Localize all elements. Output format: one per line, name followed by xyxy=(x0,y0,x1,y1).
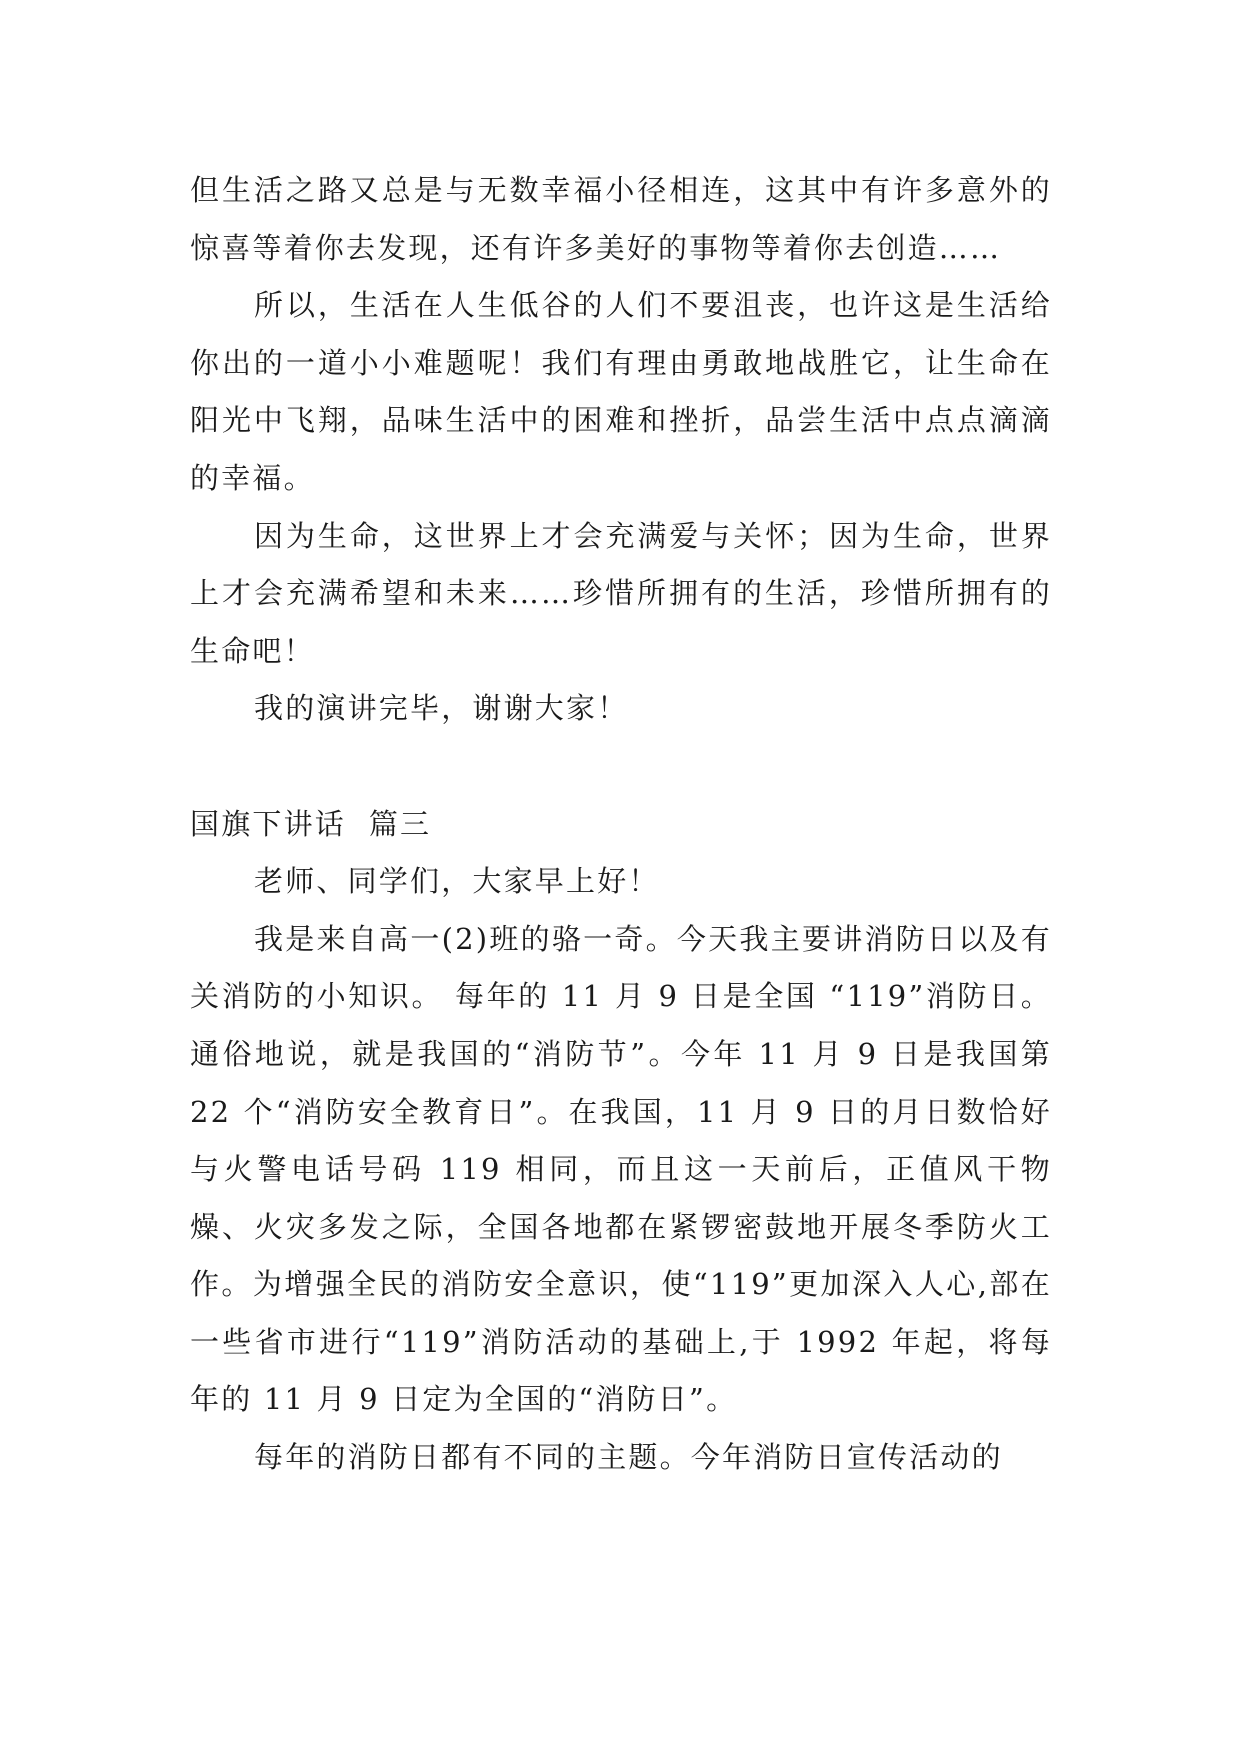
greeting-line: 老师、同学们，大家早上好！ xyxy=(254,864,660,899)
paragraph: 所以，生活在人生低谷的人们不要沮丧，也许这是生活给你出的一道小小难题呢！我们有理由勇敢地战胜它，让生命在阳光中飞翔，品味生活中的困难和挫折，品尝生活中点点滴滴的幸福。 xyxy=(190,288,1052,495)
paragraph-truncated: 每年的消防日都有不同的主题。今年消防日宣传活动的 xyxy=(254,1440,1003,1475)
section-heading: 国旗下讲话 篇三 xyxy=(190,806,432,841)
paragraph-continuation: 但生活之路又总是与无数幸福小径相连，这其中有许多意外的惊喜等着你去发现，还有许多美好的事物等着你去创造…… xyxy=(190,173,1052,265)
section-spacer xyxy=(190,738,1052,796)
paragraph: 我是来自高一(2)班的骆一奇。今天我主要讲消防日以及有关消防的小知识。 每年的 11 月 9 日是全国 “119”消防日。通俗地说，就是我国的“消防节”。今年 11 月 9 日是我国第 22 个“消防安全教育日”。在我国，11 月 9 日的月日数恰好与火警电话号码 119 相同，而且这一天前后，正值风干物燥、火灾多发之际，全国各地都在紧锣密鼓地开展冬季防火工作。为增强全民的消防安全意识，使“119”更加深入人心,部在一些省市进行“119”消防活动的基础上,于 1992 年起，将每年的 11 月 9 日定为全国的“消防日”。 xyxy=(190,921,1052,1417)
paragraph: 因为生命，这世界上才会充满爱与关怀；因为生命，世界上才会充满希望和未来……珍惜所拥有的生活，珍惜所拥有的生命吧！ xyxy=(190,518,1052,668)
document-body xyxy=(190,162,1052,1487)
closing-line: 我的演讲完毕，谢谢大家！ xyxy=(254,691,629,726)
